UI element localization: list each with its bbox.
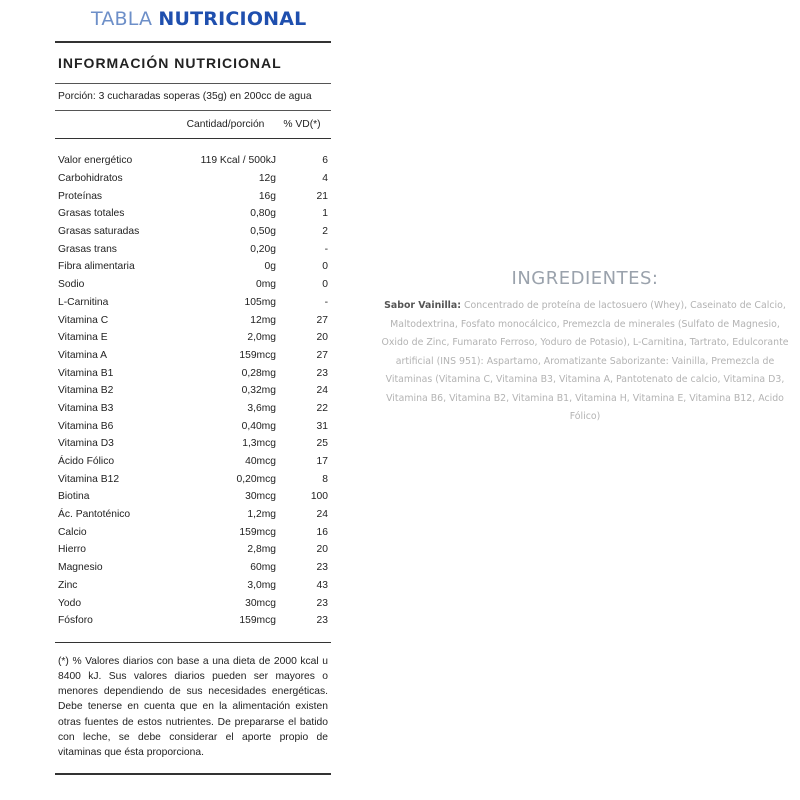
nutrient-name: Zinc	[58, 579, 78, 591]
nutrient-quantity: 159mcg	[239, 615, 276, 627]
nutrient-name: Vitamina B6	[58, 420, 114, 432]
ingredients-flavor: Sabor Vainilla:	[384, 300, 461, 311]
table-row	[55, 400, 331, 418]
ingredients-section	[380, 268, 790, 427]
nutrient-quantity: 0mg	[255, 279, 276, 291]
nutrient-vd: 17	[316, 456, 328, 468]
divider	[55, 773, 331, 775]
nutrient-vd: 0	[322, 279, 328, 291]
nutrient-quantity: 0,32mg	[241, 385, 276, 397]
nutrient-name: Yodo	[58, 597, 82, 609]
nutrient-name: Grasas totales	[58, 208, 125, 220]
nutrient-vd: 21	[316, 190, 328, 202]
nutrient-name: Valor energético	[58, 155, 133, 167]
table-row	[55, 559, 331, 577]
nutrient-quantity: 3,6mg	[247, 402, 276, 414]
footnote: (*) % Valores diarios con base a una dieta de 2000 kcal u 8400 kJ. Sus valores diarios pueden ser mayores o menores dependiendo de sus necesidades energéticas. Debe tenerse en cuenta que en la alimentación existen otras fuentes de estos nutrientes. De prepararse el batido con leche, se debe considerar el aporte propio de vitaminas que ésta proporciona.	[58, 655, 328, 759]
table-row	[55, 541, 331, 559]
nutrient-quantity: 2,0mg	[247, 332, 276, 344]
table-row	[55, 205, 331, 223]
nutrient-quantity: 105mg	[244, 296, 276, 308]
nutrient-vd: 6	[322, 155, 328, 167]
nutrient-quantity: 30mcg	[245, 491, 276, 503]
table-row	[55, 594, 331, 612]
nutrient-vd: 22	[316, 402, 328, 414]
nutrient-name: Calcio	[58, 526, 87, 538]
nutrient-name: Carbohidratos	[58, 173, 123, 185]
table-row	[55, 276, 331, 294]
nutrient-name: Vitamina B2	[58, 385, 114, 397]
nutrient-name: Vitamina B12	[58, 473, 120, 485]
nutrient-vd: 4	[322, 173, 328, 185]
nutrient-name: Ácido Fólico	[58, 456, 115, 468]
nutrient-name: Vitamina E	[58, 332, 108, 344]
nutrient-name: Magnesio	[58, 562, 103, 574]
nutrient-vd: 25	[316, 438, 328, 450]
table-row	[55, 347, 331, 365]
nutrient-vd: 23	[316, 367, 328, 379]
nutrient-quantity: 0,80g	[250, 208, 276, 220]
table-row	[55, 488, 331, 506]
nutrient-vd: 100	[310, 491, 328, 503]
column-header-vd: % VD(*)	[283, 119, 321, 130]
table-row	[55, 294, 331, 312]
nutrient-quantity: 16g	[258, 190, 276, 202]
portion-text: Porción: 3 cucharadas soperas (35g) en 200cc de agua	[58, 91, 312, 102]
nutrient-name: Sodio	[58, 279, 85, 291]
nutrient-quantity: 30mcg	[245, 597, 276, 609]
nutrient-name: L-Carnitina	[58, 296, 109, 308]
ingredients-title: INGREDIENTES:	[511, 268, 659, 289]
ingredients-text	[380, 297, 790, 427]
nutrient-vd: 20	[316, 332, 328, 344]
column-headers	[55, 111, 331, 138]
nutrient-quantity: 0,28mg	[241, 367, 276, 379]
nutrient-name: Vitamina C	[58, 314, 109, 326]
nutrient-name: Biotina	[58, 491, 90, 503]
nutrient-vd: -	[324, 243, 328, 255]
nutrient-quantity: 1,2mg	[247, 509, 276, 521]
table-row	[55, 258, 331, 276]
table-row	[55, 470, 331, 488]
nutrient-quantity: 0,20mcg	[236, 473, 276, 485]
table-row	[55, 240, 331, 258]
nutrient-vd: 24	[316, 509, 328, 521]
nutrient-vd: 27	[316, 349, 328, 361]
table-row	[55, 311, 331, 329]
table-row	[55, 435, 331, 453]
nutrient-vd: 20	[316, 544, 328, 556]
nutrient-vd: 1	[322, 208, 328, 220]
table-row	[55, 506, 331, 524]
nutrient-quantity: 0g	[264, 261, 276, 273]
table-row	[55, 523, 331, 541]
nutrient-quantity: 2,8mg	[247, 544, 276, 556]
nutrient-quantity: 1,3mcg	[242, 438, 276, 450]
nutrient-quantity: 159mcg	[239, 526, 276, 538]
nutrient-vd: 27	[316, 314, 328, 326]
nutrient-vd: 31	[316, 420, 328, 432]
nutrient-name: Vitamina B3	[58, 402, 114, 414]
column-header-quantity: Cantidad/porción	[186, 119, 265, 130]
nutrient-quantity: 0,50g	[250, 226, 276, 238]
nutrient-quantity: 0,20g	[250, 243, 276, 255]
nutrient-vd: 43	[316, 579, 328, 591]
table-row	[55, 382, 331, 400]
table-row	[55, 152, 331, 170]
page-title-bold: NUTRICIONAL	[158, 8, 307, 30]
label-title: INFORMACIÓN NUTRICIONAL	[58, 55, 282, 71]
table-row	[55, 453, 331, 471]
nutrient-vd: 2	[322, 226, 328, 238]
table-row	[55, 329, 331, 347]
nutrient-name: Vitamina B1	[58, 367, 114, 379]
table-row	[55, 223, 331, 241]
nutrient-quantity: 60mg	[250, 562, 276, 574]
nutrient-quantity: 119 Kcal / 500kJ	[200, 155, 276, 167]
nutrient-name: Ác. Pantoténico	[58, 509, 131, 521]
nutrient-vd: 16	[316, 526, 328, 538]
table-row	[55, 612, 331, 630]
nutrient-vd: 8	[322, 473, 328, 485]
nutrient-name: Fibra alimentaria	[58, 261, 135, 273]
nutrient-name: Grasas trans	[58, 243, 117, 255]
nutrient-name: Hierro	[58, 544, 87, 556]
nutrient-quantity: 3,0mg	[247, 579, 276, 591]
nutrient-vd: 23	[316, 597, 328, 609]
nutrient-name: Fósforo	[58, 615, 93, 627]
nutrient-name: Grasas saturadas	[58, 226, 140, 238]
nutrient-vd: 23	[316, 562, 328, 574]
nutrition-label	[55, 41, 331, 775]
nutrient-quantity: 0,40mg	[241, 420, 276, 432]
nutrient-name: Proteínas	[58, 190, 103, 202]
nutrient-quantity: 40mcg	[245, 456, 276, 468]
page-title	[91, 8, 307, 30]
nutrient-vd: -	[324, 296, 328, 308]
page-title-light: TABLA	[91, 8, 159, 30]
table-row	[55, 170, 331, 188]
nutrient-quantity: 12mg	[250, 314, 276, 326]
table-row	[55, 417, 331, 435]
nutrient-vd: 23	[316, 615, 328, 627]
nutrient-quantity: 12g	[258, 173, 276, 185]
nutrient-vd: 0	[322, 261, 328, 273]
table-row	[55, 364, 331, 382]
nutrient-table	[55, 139, 331, 642]
table-row	[55, 187, 331, 205]
table-row	[55, 577, 331, 595]
nutrient-vd: 24	[316, 385, 328, 397]
nutrient-quantity: 159mcg	[239, 349, 276, 361]
ingredients-list: Concentrado de proteína de lactosuero (Whey), Caseinato de Calcio, Maltodextrina, Fosfato monocálcico, Premezcla de minerales (Sulfato de Magnesio, Oxido de Zinc, Fumarato Ferroso, Yoduro de Potasio), L-Carnitina, Tartrato, Edulcorante artificial (INS 951): Aspartamo, Aromatizante Saborizante: Vainilla, Premezcla de Vitaminas (Vitamina C, Vitamina B3, Vitamina A, Pantotenato de calcio, Vitamina D3, Vitamina B6, Vitamina B2, Vitamina B1, Vitamina H, Vitamina E, Vitamina B12, Acido Fólico)	[381, 300, 789, 422]
nutrient-name: Vitamina D3	[58, 438, 114, 450]
nutrient-name: Vitamina A	[58, 349, 108, 361]
